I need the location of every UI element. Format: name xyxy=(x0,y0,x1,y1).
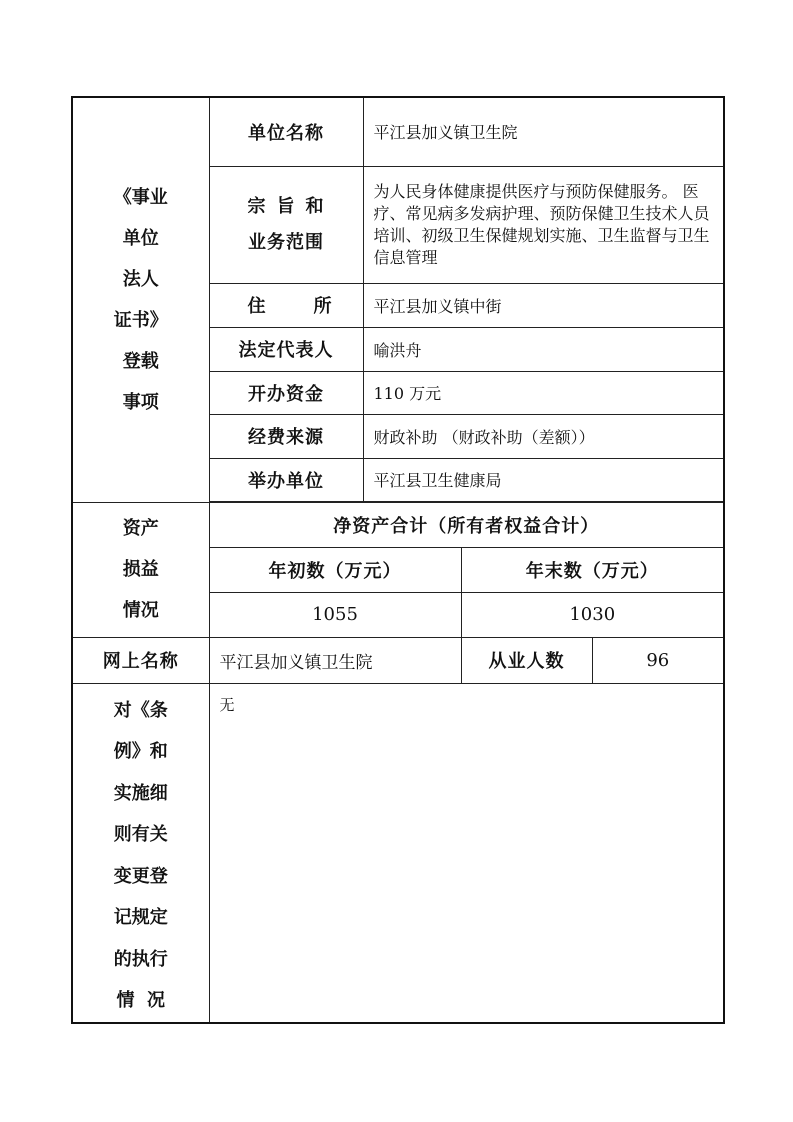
legal-rep-value: 喻洪舟 xyxy=(363,327,724,371)
compliance-label-line: 例》和 xyxy=(113,741,168,762)
certificate-section-label xyxy=(72,97,209,502)
compliance-value: 无 xyxy=(209,683,724,1023)
purpose-label-char: 和 xyxy=(305,195,325,217)
end-year-label: 年末数（万元） xyxy=(461,547,724,592)
begin-year-value: 1055 xyxy=(209,592,461,637)
address-label-char: 所 xyxy=(313,296,333,317)
unit-name-value: 平江县加义镇卫生院 xyxy=(363,97,724,166)
compliance-label-line: 的执行 xyxy=(113,948,168,970)
purpose-label-char: 旨 xyxy=(276,195,296,217)
purpose-label-char: 宗 xyxy=(247,195,267,217)
sponsor-value: 平江县卫生健康局 xyxy=(363,458,724,501)
legal-rep-label: 法定代表人 xyxy=(209,327,363,371)
compliance-label-line: 实施细 xyxy=(113,782,168,804)
purpose-value: 为人民身体健康提供医疗与预防保健服务。 医疗、常见病多发病护理、预防保健卫生技术人员培训、初级卫生保健规划实施、卫生监督与卫生信息管理 xyxy=(363,166,724,283)
assets-label-line: 情况 xyxy=(122,600,159,621)
funding-label: 经费来源 xyxy=(209,414,363,458)
section-label-line: 单位 xyxy=(122,227,159,249)
sponsor-label: 举办单位 xyxy=(209,458,363,501)
unit-name-label: 单位名称 xyxy=(209,97,363,166)
assets-label-line: 损益 xyxy=(122,559,159,580)
section-label-line: 证书》 xyxy=(113,309,168,331)
online-name-value: 平江县加义镇卫生院 xyxy=(209,637,461,683)
online-name-label: 网上名称 xyxy=(72,637,209,683)
funding-value: 财政补助 （财政补助（差额）） xyxy=(363,414,724,458)
section-label-line: 法人 xyxy=(122,268,159,290)
staff-count-value: 96 xyxy=(592,637,724,683)
section-label-line: 《事业 xyxy=(113,186,168,208)
net-assets-header: 净资产合计（所有者权益合计） xyxy=(209,502,724,547)
section-label-line: 事项 xyxy=(122,391,159,413)
assets-section-label xyxy=(72,502,209,637)
address-label xyxy=(209,283,363,327)
address-label-char: 住 xyxy=(247,296,267,317)
capital-value: 110 万元 xyxy=(363,371,724,414)
purpose-label-line2: 业务范围 xyxy=(248,231,324,253)
end-year-value: 1030 xyxy=(461,592,724,637)
compliance-label-line: 则有关 xyxy=(113,824,168,845)
registration-form-table xyxy=(71,96,725,1024)
staff-count-label: 从业人数 xyxy=(461,637,592,683)
assets-label-line: 资产 xyxy=(122,518,159,539)
compliance-label-line: 对《条 xyxy=(113,699,168,721)
compliance-label-line: 记规定 xyxy=(113,907,168,928)
address-value: 平江县加义镇中街 xyxy=(363,283,724,327)
section-label-line: 登载 xyxy=(122,350,159,372)
purpose-label xyxy=(209,166,363,283)
compliance-label-line: 变更登 xyxy=(113,865,168,887)
capital-label: 开办资金 xyxy=(209,371,363,414)
compliance-label xyxy=(72,683,209,1023)
compliance-label-line: 情 况 xyxy=(116,990,166,1011)
begin-year-label: 年初数（万元） xyxy=(209,547,461,592)
